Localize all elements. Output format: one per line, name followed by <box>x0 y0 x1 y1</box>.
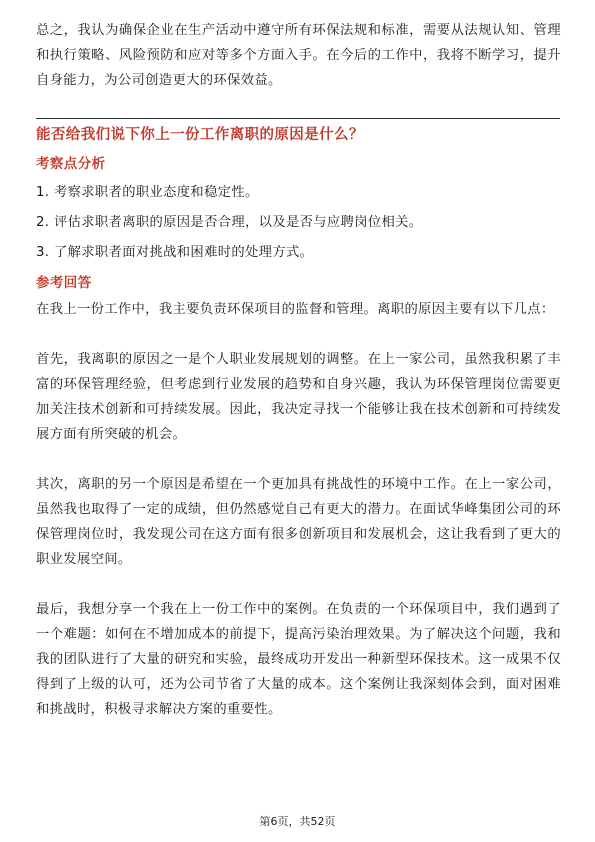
intro-paragraph: 总之，我认为确保企业在生产活动中遵守所有环保法规和标准，需要从法规认知、管理和执行策略、风险预防和应对等多个方面入手。在今后的工作中，我将不断学习，提升自身能力，为公司创造更大的环保效益。 <box>36 23 561 88</box>
analysis-points-list <box>36 180 561 270</box>
page-number: 第6页，共52页 <box>259 815 336 828</box>
answer-paragraph-last: 最后，我想分享一个我在上一份工作中的案例。在负责的一个环保项目中，我们遇到了一个难题：如何在不增加成本的前提下，提高污染治理效果。为了解决这个问题，我和我的团队进行了大量的研究和实验，最终成功开发出一种新型环保技术。这一成果不仅得到了上级的认可，还为公司节省了大量的成本。这个案例让我深刻体会到，面对困难和挑战时，积极寻求解决方案的重要性。 <box>36 602 561 717</box>
answer-section <box>36 297 561 747</box>
answer-paragraph-second: 其次，离职的另一个原因是希望在一个更加具有挑战性的环境中工作。在上一家公司，虽然我也取得了一定的成绩，但仍然感觉自己有更大的潜力。在面试华峰集团公司的环保管理岗位时，我发现公司在这方面有很多创新项目和发展机会，这让我看到了更大的职业发展空间。 <box>36 477 561 567</box>
analysis-point-3: 3. 了解求职者面对挑战和困难时的处理方式。 <box>36 245 314 260</box>
question-title: 能否给我们说下你上一份工作离职的原因是什么？ <box>36 127 364 143</box>
answer-heading: 参考回答 <box>36 275 92 291</box>
answer-paragraph-first: 首先，我离职的原因之一是个人职业发展规划的调整。在上一家公司，虽然我积累了丰富的环保管理经验，但考虑到行业发展的趋势和自身兴趣，我认为环保管理岗位需要更加关注技术创新和可持续发展。因此，我决定寻找一个能够让我在技术创新和可持续发展方面有所突破的机会。 <box>36 352 561 442</box>
analysis-heading: 考察点分析 <box>36 156 106 172</box>
intro-section <box>36 18 561 93</box>
analysis-point-1: 1. 考察求职者的职业态度和稳定性。 <box>36 185 259 200</box>
analysis-point-2: 2. 评估求职者离职的原因是否合理，以及是否与应聘岗位相关。 <box>36 215 423 230</box>
answer-paragraph-intro: 在我上一份工作中，我主要负责环保项目的监督和管理。离职的原因主要有以下几点： <box>36 302 555 317</box>
section-divider <box>36 118 560 119</box>
